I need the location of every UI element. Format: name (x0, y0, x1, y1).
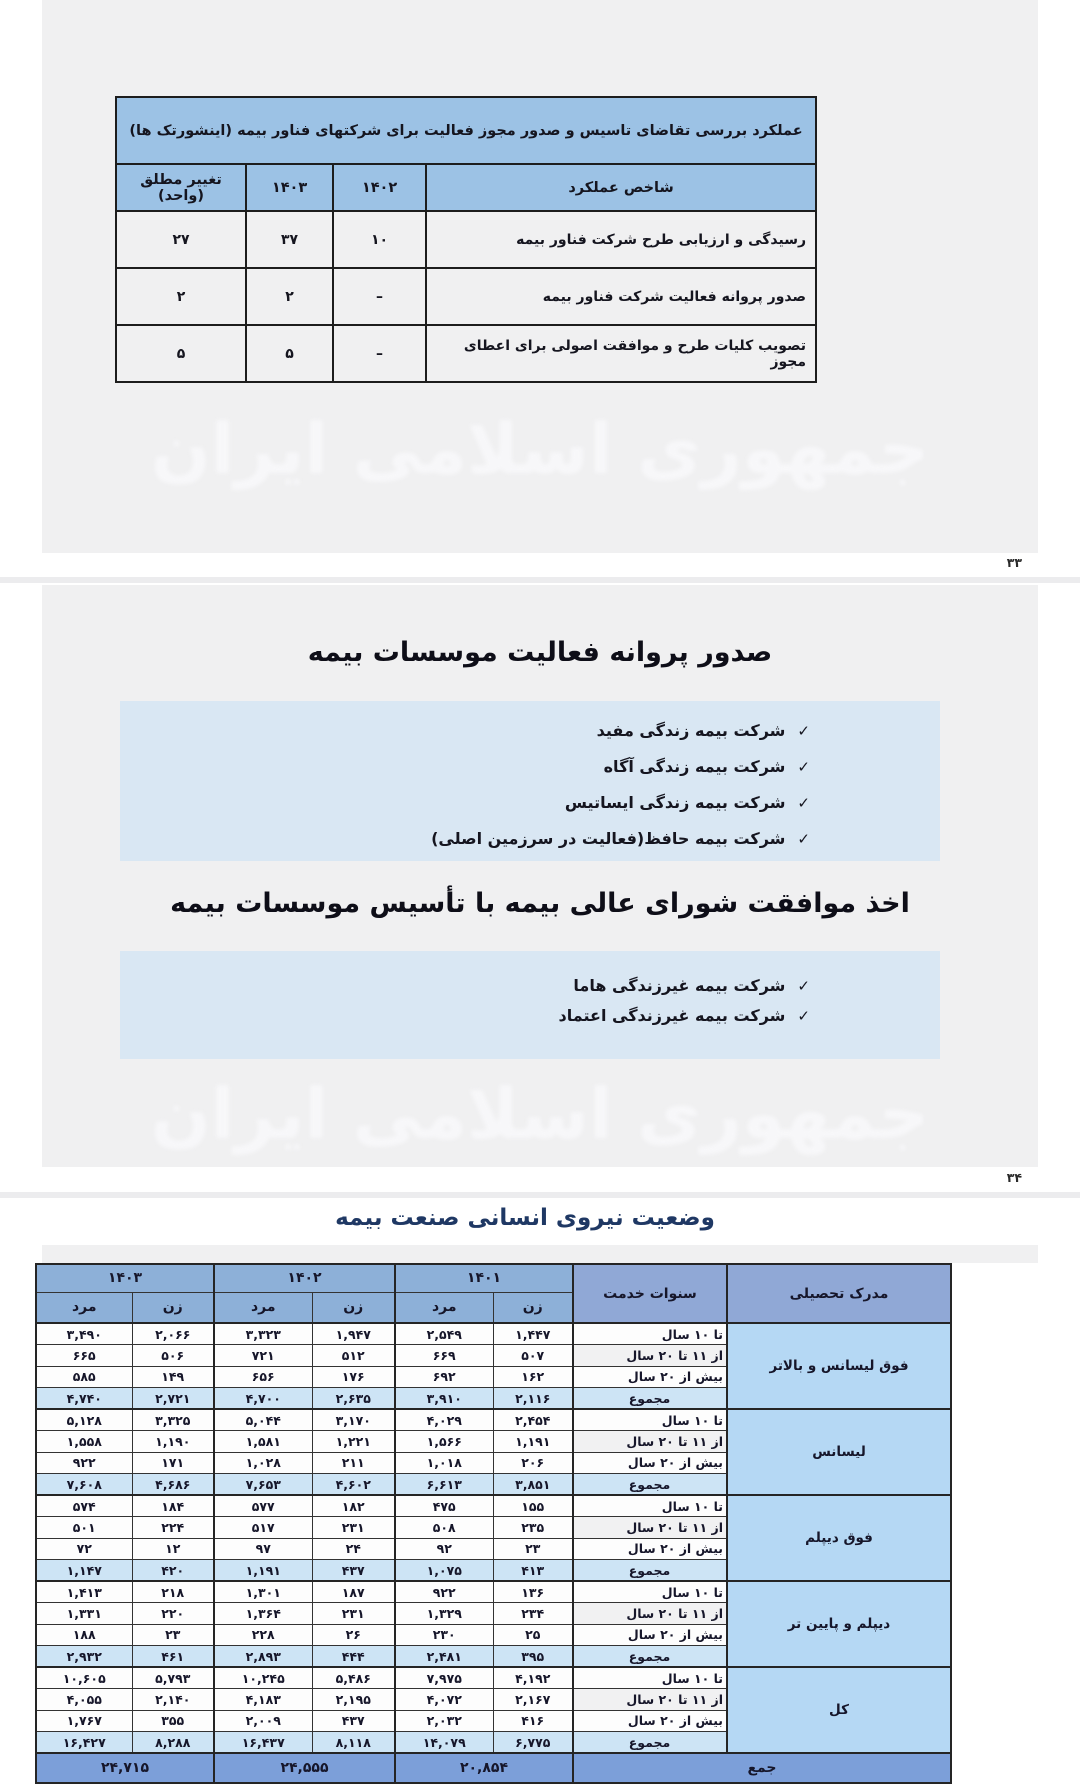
table-row (116, 268, 816, 325)
value-cell: ۳,۴۹۰ (36, 1323, 132, 1345)
value-cell: ۱,۵۸۱ (214, 1431, 312, 1453)
page-number-33: ۳۳ (1006, 555, 1022, 570)
value-cell: ۲۴ (312, 1538, 395, 1560)
table-row (116, 211, 816, 268)
value-cell: ۲,۰۳۲ (395, 1710, 493, 1732)
value-cell: ۱۸۴ (132, 1495, 214, 1517)
list-item (120, 785, 940, 821)
gender-header-female: زن (493, 1292, 573, 1323)
value-cell: ۹۷ (214, 1538, 312, 1560)
service-years-cell: تا ۱۰ سال (573, 1409, 727, 1431)
value-cell: ۹۲۲ (36, 1452, 132, 1474)
section-title-license-issuance: صدور پروانه فعالیت موسسات بیمه (307, 637, 773, 668)
indicator-cell: رسیدگی و ارزیابی طرح شرکت فناور بیمه (426, 211, 816, 268)
value-cell: ۱۵۵ (493, 1495, 573, 1517)
value-cell: ۵,۷۹۳ (132, 1667, 214, 1689)
table-row (36, 1495, 951, 1517)
value-cell: ۵۰۱ (36, 1517, 132, 1539)
value-cell: ۲,۴۸۱ (395, 1646, 493, 1668)
value-cell: ۸,۱۱۸ (312, 1732, 395, 1754)
value-cell: ۴۶۱ (132, 1646, 214, 1668)
value-1402: – (333, 268, 426, 325)
value-cell: ۴,۷۴۰ (36, 1388, 132, 1410)
value-1402: – (333, 325, 426, 382)
value-cell: ۱,۳۲۹ (395, 1603, 493, 1625)
value-cell: ۲,۴۵۴ (493, 1409, 573, 1431)
insurtech-table-title: عملکرد بررسی تقاضای تاسیس و صدور مجوز فعالیت برای شرکتهای فناور بیمه (اینشورتک ها) (116, 97, 816, 164)
value-cell: ۷۲۱ (214, 1345, 312, 1367)
value-cell: ۳,۱۷۰ (312, 1409, 395, 1431)
value-cell: ۱۸۷ (312, 1581, 395, 1603)
checkmark-icon: ✓ (797, 977, 810, 995)
value-cell: ۴,۰۲۹ (395, 1409, 493, 1431)
value-cell: ۷۲ (36, 1538, 132, 1560)
value-cell: ۱,۳۶۴ (214, 1603, 312, 1625)
value-cell: ۱۶۲ (493, 1366, 573, 1388)
table-row (116, 325, 816, 382)
grand-total-value: ۲۴,۵۵۵ (214, 1753, 395, 1783)
indicator-cell: صدور پروانه فعالیت شرکت فناور بیمه (426, 268, 816, 325)
value-cell: ۳,۳۲۳ (214, 1323, 312, 1345)
value-1403: ۲ (246, 268, 333, 325)
list-item-label: شرکت بیمه حافظ(فعالیت در سرزمین اصلی) (431, 829, 786, 848)
value-cell: ۴۲۰ (132, 1560, 214, 1582)
service-years-cell: از ۱۱ تا ۲۰ سال (573, 1689, 727, 1711)
list-item (120, 713, 940, 749)
value-cell: ۵,۱۲۸ (36, 1409, 132, 1431)
value-cell: ۱۷۶ (312, 1366, 395, 1388)
value-cell: ۲۵ (493, 1624, 573, 1646)
table-row (36, 1323, 951, 1345)
value-cell: ۱۷۱ (132, 1452, 214, 1474)
checkmark-icon: ✓ (797, 830, 810, 848)
service-years-cell: از ۱۱ تا ۲۰ سال (573, 1345, 727, 1367)
value-cell: ۱,۹۴۷ (312, 1323, 395, 1345)
value-cell: ۲,۰۶۶ (132, 1323, 214, 1345)
value-cell: ۵۰۷ (493, 1345, 573, 1367)
watermark: جمهوری اسلامی ایران (150, 1073, 930, 1155)
value-cell: ۸,۲۸۸ (132, 1732, 214, 1754)
value-cell: ۲,۵۴۹ (395, 1323, 493, 1345)
gender-header-male: مرد (36, 1292, 132, 1323)
indicator-cell: تصویب کلیات طرح و موافقت اصولی برای اعطای مجوز (426, 325, 816, 382)
value-cell: ۷,۹۷۵ (395, 1667, 493, 1689)
service-years-cell: بیش از ۲۰ سال (573, 1366, 727, 1388)
value-cell: ۴۳۷ (312, 1710, 395, 1732)
grand-total-value: ۲۴,۷۱۵ (36, 1753, 214, 1783)
value-cell: ۲,۶۳۵ (312, 1388, 395, 1410)
value-1403: ۵ (246, 325, 333, 382)
value-cell: ۴,۰۵۵ (36, 1689, 132, 1711)
service-years-cell: از ۱۱ تا ۲۰ سال (573, 1603, 727, 1625)
value-cell: ۴,۶۰۲ (312, 1474, 395, 1496)
value-cell: ۲۳۱ (312, 1517, 395, 1539)
value-cell: ۵۰۸ (395, 1517, 493, 1539)
value-cell: ۲۱۱ (312, 1452, 395, 1474)
value-cell: ۲,۸۹۳ (214, 1646, 312, 1668)
value-cell: ۵۷۷ (214, 1495, 312, 1517)
checkmark-icon: ✓ (797, 758, 810, 776)
list-item (120, 821, 940, 857)
service-years-cell: مجموع (573, 1732, 727, 1754)
page-number-34: ۳۴ (1006, 1170, 1022, 1185)
degree-cell: فوق لیسانس و بالاتر (727, 1323, 951, 1409)
list-item (120, 749, 940, 785)
value-cell: ۴۱۶ (493, 1710, 573, 1732)
value-cell: ۱,۳۰۱ (214, 1581, 312, 1603)
value-cell: ۵۱۲ (312, 1345, 395, 1367)
gender-header-male: مرد (395, 1292, 493, 1323)
value-cell: ۶,۶۱۳ (395, 1474, 493, 1496)
list-item-label: شرکت بیمه زندگی آگاه (603, 757, 786, 776)
value-cell: ۱۶,۴۳۷ (214, 1732, 312, 1754)
value-cell: ۴,۷۰۰ (214, 1388, 312, 1410)
value-change: ۲ (116, 268, 246, 325)
year-header: ۱۴۰۲ (214, 1264, 395, 1292)
value-cell: ۲۳۴ (493, 1603, 573, 1625)
value-cell: ۹۲۲ (395, 1581, 493, 1603)
table-row (36, 1667, 951, 1689)
value-cell: ۱,۷۶۷ (36, 1710, 132, 1732)
value-cell: ۲۲۸ (214, 1624, 312, 1646)
value-cell: ۲,۱۹۵ (312, 1689, 395, 1711)
page-34 (42, 585, 1038, 1167)
gender-header-female: زن (132, 1292, 214, 1323)
service-years-cell: مجموع (573, 1560, 727, 1582)
list-item-label: شرکت بیمه زندگی ایساتیس (564, 793, 786, 812)
value-cell: ۱۴۹ (132, 1366, 214, 1388)
value-cell: ۶۵۶ (214, 1366, 312, 1388)
value-cell: ۹۲ (395, 1538, 493, 1560)
value-cell: ۱۲ (132, 1538, 214, 1560)
service-years-cell: تا ۱۰ سال (573, 1323, 727, 1345)
license-issuance-list (120, 701, 940, 861)
value-cell: ۱,۴۱۳ (36, 1581, 132, 1603)
service-years-cell: تا ۱۰ سال (573, 1667, 727, 1689)
page-35-background-band (42, 1245, 1038, 1263)
value-cell: ۴,۱۸۳ (214, 1689, 312, 1711)
value-cell: ۲۱۸ (132, 1581, 214, 1603)
value-change: ۵ (116, 325, 246, 382)
section-title-human-resources: وضعیت نیروی انسانی صنعت بیمه (335, 1205, 715, 1231)
value-cell: ۵,۰۴۴ (214, 1409, 312, 1431)
service-years-cell: مجموع (573, 1474, 727, 1496)
grand-total-row (36, 1753, 951, 1783)
year-header: ۱۴۰۱ (395, 1264, 573, 1292)
gender-header-female: زن (312, 1292, 395, 1323)
value-cell: ۶۶۵ (36, 1345, 132, 1367)
value-cell: ۱,۰۱۸ (395, 1452, 493, 1474)
checkmark-icon: ✓ (797, 794, 810, 812)
value-cell: ۱,۵۶۶ (395, 1431, 493, 1453)
value-cell: ۳,۸۵۱ (493, 1474, 573, 1496)
value-cell: ۱,۲۲۱ (312, 1431, 395, 1453)
service-years-cell: بیش از ۲۰ سال (573, 1710, 727, 1732)
value-cell: ۲۲۴ (132, 1517, 214, 1539)
value-cell: ۱۰,۲۴۵ (214, 1667, 312, 1689)
value-cell: ۱,۰۷۵ (395, 1560, 493, 1582)
value-cell: ۵۱۷ (214, 1517, 312, 1539)
value-cell: ۲۳ (132, 1624, 214, 1646)
column-header-1403: ۱۴۰۳ (246, 164, 333, 211)
value-cell: ۱,۱۴۷ (36, 1560, 132, 1582)
value-1402: ۱۰ (333, 211, 426, 268)
page-divider (0, 577, 1080, 583)
value-cell: ۵۷۴ (36, 1495, 132, 1517)
value-cell: ۱,۳۳۱ (36, 1603, 132, 1625)
value-1403: ۳۷ (246, 211, 333, 268)
value-cell: ۲,۱۴۰ (132, 1689, 214, 1711)
service-years-column-header: سنوات خدمت (573, 1264, 727, 1323)
gender-header-male: مرد (214, 1292, 312, 1323)
value-change: ۲۷ (116, 211, 246, 268)
value-cell: ۱۸۲ (312, 1495, 395, 1517)
service-years-cell: از ۱۱ تا ۲۰ سال (573, 1517, 727, 1539)
value-cell: ۱۶,۴۲۷ (36, 1732, 132, 1754)
year-header: ۱۴۰۳ (36, 1264, 214, 1292)
service-years-cell: بیش از ۲۰ سال (573, 1624, 727, 1646)
value-cell: ۳۵۵ (132, 1710, 214, 1732)
human-resources-table (35, 1263, 952, 1784)
list-item-label: شرکت بیمه غیرزندگی هاما (573, 976, 786, 995)
value-cell: ۲۳۱ (312, 1603, 395, 1625)
page-divider (0, 1192, 1080, 1198)
grand-total-label: جمع (573, 1753, 951, 1783)
value-cell: ۱۸۸ (36, 1624, 132, 1646)
list-item (120, 971, 940, 1001)
value-cell: ۲۳۰ (395, 1624, 493, 1646)
value-cell: ۲۰۶ (493, 1452, 573, 1474)
value-cell: ۵,۴۸۶ (312, 1667, 395, 1689)
value-cell: ۱۳۶ (493, 1581, 573, 1603)
service-years-cell: بیش از ۲۰ سال (573, 1538, 727, 1560)
value-cell: ۲,۹۳۲ (36, 1646, 132, 1668)
degree-cell: لیسانس (727, 1409, 951, 1495)
value-cell: ۲۲۰ (132, 1603, 214, 1625)
column-header-change: تغییر مطلق (واحد) (116, 164, 246, 211)
value-cell: ۷,۶۵۳ (214, 1474, 312, 1496)
list-item (120, 1001, 940, 1031)
value-cell: ۱,۱۹۱ (493, 1431, 573, 1453)
column-header-1402: ۱۴۰۲ (333, 164, 426, 211)
list-item-label: شرکت بیمه زندگی مفید (596, 721, 786, 740)
value-cell: ۴,۶۸۶ (132, 1474, 214, 1496)
value-cell: ۲۶ (312, 1624, 395, 1646)
degree-cell: کل (727, 1667, 951, 1753)
value-cell: ۲۳ (493, 1538, 573, 1560)
value-cell: ۱۴,۰۷۹ (395, 1732, 493, 1754)
service-years-cell: تا ۱۰ سال (573, 1495, 727, 1517)
value-cell: ۳,۹۱۰ (395, 1388, 493, 1410)
checkmark-icon: ✓ (797, 1007, 810, 1025)
degree-column-header: مدرک تحصیلی (727, 1264, 951, 1323)
table-row (36, 1581, 951, 1603)
watermark: جمهوری اسلامی ایران (150, 408, 930, 490)
section-title-council-approval: اخذ موافقت شورای عالی بیمه با تأسیس موسسات بیمه (170, 888, 910, 919)
value-cell: ۶,۷۷۵ (493, 1732, 573, 1754)
degree-cell: دیپلم و پایین تر (727, 1581, 951, 1667)
value-cell: ۲,۷۲۱ (132, 1388, 214, 1410)
value-cell: ۴,۱۹۲ (493, 1667, 573, 1689)
checkmark-icon: ✓ (797, 722, 810, 740)
insurtech-performance-table (115, 96, 817, 383)
value-cell: ۵۸۵ (36, 1366, 132, 1388)
value-cell: ۵۰۶ (132, 1345, 214, 1367)
value-cell: ۱,۴۴۷ (493, 1323, 573, 1345)
value-cell: ۴۱۳ (493, 1560, 573, 1582)
value-cell: ۱,۵۵۸ (36, 1431, 132, 1453)
service-years-cell: مجموع (573, 1388, 727, 1410)
value-cell: ۲,۱۱۶ (493, 1388, 573, 1410)
value-cell: ۴۴۴ (312, 1646, 395, 1668)
value-cell: ۶۹۲ (395, 1366, 493, 1388)
table-row (36, 1409, 951, 1431)
degree-cell: فوق دیپلم (727, 1495, 951, 1581)
council-approval-list (120, 951, 940, 1059)
service-years-cell: مجموع (573, 1646, 727, 1668)
value-cell: ۲۳۵ (493, 1517, 573, 1539)
value-cell: ۲,۱۶۷ (493, 1689, 573, 1711)
value-cell: ۴۳۷ (312, 1560, 395, 1582)
value-cell: ۴۷۵ (395, 1495, 493, 1517)
value-cell: ۷,۶۰۸ (36, 1474, 132, 1496)
value-cell: ۳,۳۲۵ (132, 1409, 214, 1431)
list-item-label: شرکت بیمه غیرزندگی اعتماد (558, 1006, 786, 1025)
page-33 (42, 0, 1038, 553)
value-cell: ۱,۰۲۸ (214, 1452, 312, 1474)
value-cell: ۴,۰۷۲ (395, 1689, 493, 1711)
value-cell: ۱,۱۹۱ (214, 1560, 312, 1582)
grand-total-value: ۲۰,۸۵۴ (395, 1753, 573, 1783)
value-cell: ۱,۱۹۰ (132, 1431, 214, 1453)
value-cell: ۱۰,۶۰۵ (36, 1667, 132, 1689)
value-cell: ۳۹۵ (493, 1646, 573, 1668)
service-years-cell: از ۱۱ تا ۲۰ سال (573, 1431, 727, 1453)
value-cell: ۲,۰۰۹ (214, 1710, 312, 1732)
service-years-cell: بیش از ۲۰ سال (573, 1452, 727, 1474)
value-cell: ۶۶۹ (395, 1345, 493, 1367)
column-header-indicator: شاخص عملکرد (426, 164, 816, 211)
service-years-cell: تا ۱۰ سال (573, 1581, 727, 1603)
